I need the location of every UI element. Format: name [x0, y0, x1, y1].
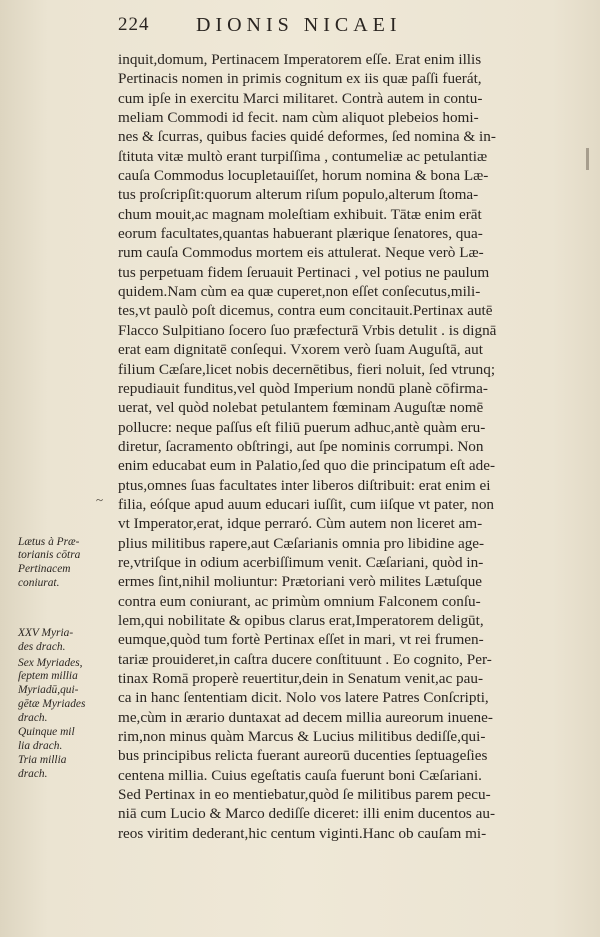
margin-note-line: drach.: [18, 712, 48, 724]
text-line: tariæ prouideret,in caſtra ducere conſtituunt . Eo cognito, Per-: [118, 650, 492, 668]
text-line: chum mouit,ac magnam moleſtiam exhibuit. Tātæ enim erāt: [118, 205, 482, 223]
margin-note-line: gētæ Myriades: [18, 698, 86, 710]
margin-note-line: drach.: [18, 768, 48, 780]
margin-note-line: torianis cōtra: [18, 549, 81, 561]
text-line: niā cum Lucio & Marco dediſſe diceret: illi enim ducentos au-: [118, 805, 496, 823]
main-text-block: [118, 50, 554, 843]
text-line: diretur, ſacramento obſtringi, aut ſpe nominis corrumpi. Non: [118, 437, 484, 455]
margin-note-line: lia drach.: [18, 740, 63, 752]
margin-note-line: coniurat.: [18, 577, 60, 589]
margin-note-line: des drach.: [18, 641, 66, 653]
margin-note-line: ſeptem millia: [18, 670, 78, 682]
text-line: filia, eóſque apud auum educari iuſſit, cum iiſque vt pater, non: [118, 495, 495, 513]
text-line: pollucre: neque paſſus eſt filiū puerum adhuc,antè quàm eru-: [118, 418, 486, 436]
text-line: ptus,omnes ſuas facultates inter liberos diſtribuit: erat enim ei: [118, 476, 491, 494]
text-line: tus proſcripſit:quorum alterum riſum populo,alterum ſtoma-: [118, 186, 479, 204]
text-line: ca in hanc ſententiam dicit. Nolo vos latere Patres Conſcripti,: [118, 689, 489, 707]
text-line: rim,non minus quàm Marcus & Lucius militibus dediſſe,qui-: [118, 728, 486, 746]
text-line: meliam Commodi id fecit. nam cùm aliquot plebeios homi-: [118, 109, 479, 127]
text-line: plius militibus rapere,aut Cæſarianis omnia pro libidine age-: [118, 534, 485, 552]
text-line: tes,vt paulò poſt dicemus, contra eum concitauit.Pertinax autē: [118, 302, 493, 320]
text-line: ſtituta vitæ multò erant turpiſſima , contumeliæ ac petulantiæ: [118, 147, 488, 165]
text-line: ermes ſint,nihil moliuntur: Prætoriani verò milites Lætuſque: [118, 573, 483, 591]
margin-note-line: Myriadū,qui-: [18, 684, 79, 696]
text-line: quidem.Nam cùm ea quæ cuperet,non eſſet conſecutus,mili-: [118, 283, 481, 301]
text-line: re,vtriſque in odium acerbiſſimum venit. Cæſariani, quòd in-: [118, 553, 484, 571]
page-number: 224: [118, 14, 150, 35]
text-line: reos viritim dederant,hic centum viginti.Hanc ob cauſam mi-: [118, 824, 487, 842]
text-line: eorum facultates,quantas habuerant plærique ſenatores, qua-: [118, 225, 483, 243]
margin-note-line: Pertinacem: [18, 563, 71, 575]
text-line: rum cauſa Commodus mortem eis attulerat. Neque verò Læ-: [118, 244, 484, 262]
text-line: tus perpetuam fidem ſeruauit Pertinaci , vel potius ne paulum: [118, 263, 490, 281]
text-line: Pertinacis nomen in primis cognitum ex iis quæ paſſi fuerát,: [118, 70, 482, 88]
margin-note-line: XXV Myria-: [18, 627, 74, 639]
margin-tick-icon: ~: [96, 492, 104, 507]
text-line: bus principibus relicta fuerant aureorū ducenties ſeptuageſies: [118, 747, 488, 765]
text-line: Sed Pertinax in eo mentiebatur,quòd ſe militibus parem pecu-: [118, 786, 491, 804]
text-line: contra eum coniurant, ac primùm omnium Falconem conſu-: [118, 592, 481, 610]
text-line: nes & ſcurras, quibus facies quidé deformes, ſed nomina & in-: [118, 128, 496, 146]
text-line: inquit,domum, Pertinacem Imperatorem eſſe. Erat enim illis: [118, 51, 482, 68]
text-line: repudiauit funditus,vel quòd Imperium nondū planè cōfirma-: [118, 379, 488, 397]
margin-note-line: Lætus à Præ-: [18, 536, 80, 548]
text-line: vt Imperator,erat, idque perraró. Cùm autem non liceret am-: [118, 515, 483, 533]
text-line: enim educabat eum in Palatio,ſed quo die principatum eſt ade-: [118, 457, 496, 475]
text-line: erat eam dignitatē conſequi. Vxorem verò ſuam Auguſtā, aut: [118, 341, 483, 359]
text-line: eumque,quòd tum fortè Pertinax eſſet in mari, vt rei frumen-: [118, 631, 484, 649]
text-line: centena millia. Cuius egeſtatis cauſa fuerunt boni Cæſariani.: [118, 766, 482, 784]
text-line: lem,qui nobilitate & opibus clarus erat,Imperatorem deligūt,: [118, 611, 484, 629]
text-line: cauſa Commodus locupletauiſſet, horum nomina & bona Læ-: [118, 167, 489, 185]
text-line: uerat, vel quòd nolebat petulantem fœminam Auguſtæ nomē: [118, 399, 484, 417]
margin-note-line: Tria millia: [18, 754, 67, 766]
margin-note-line: Quinque mil: [18, 726, 75, 738]
text-line: tinax Romā properè reuertitur,dein in Senatum venit,ac pau-: [118, 670, 484, 687]
text-line: filium Cæſare,licet nobis decernētibus, fieri noluit, ſed vtrunq;: [118, 360, 496, 378]
text-line: Flacco Sulpitiano ſocero ſuo præfecturā Vrbis detulit . is dignā: [118, 321, 497, 339]
running-head: [0, 14, 600, 40]
running-title: DIONIS NICAEI: [196, 14, 402, 36]
text-line: cum ipſe in exercitu Marci militaret. Contrà autem in contu-: [118, 89, 483, 107]
text-line: me,cùm in ærario duntaxat ad decem millia aureorum inuene-: [118, 708, 493, 726]
margin-note-line: Sex Myriades,: [18, 657, 83, 669]
gutter-mark: [586, 148, 589, 170]
